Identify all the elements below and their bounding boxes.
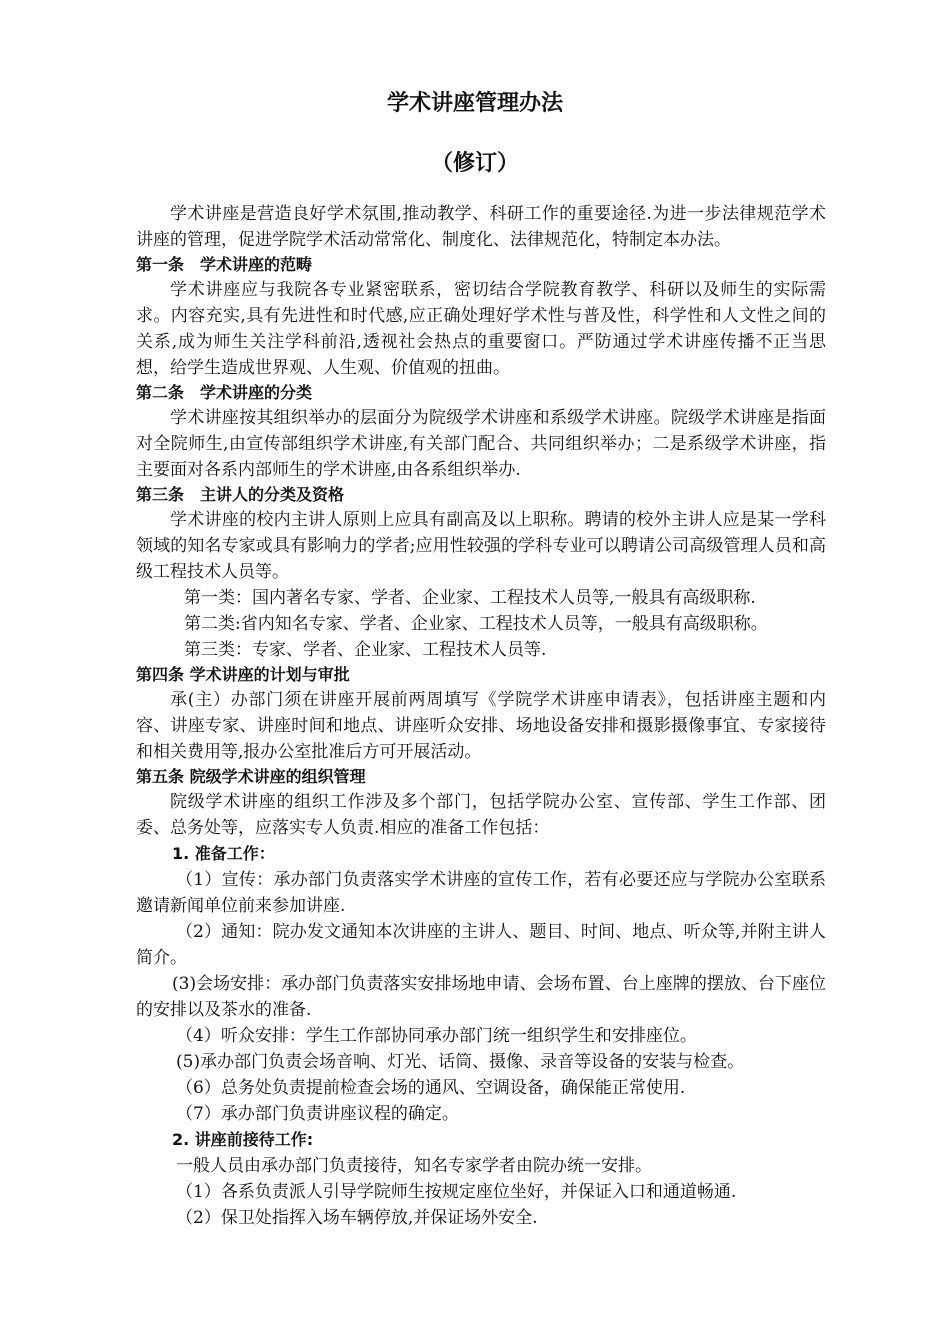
article-3-heading: 第三条 主讲人的分类及资格 — [136, 485, 345, 504]
article-1-heading: 第一条 学术讲座的范畴 — [136, 255, 313, 274]
prep-item-4: （4）听众安排：学生工作部协同承办部门统一组织学生和安排座位。 — [176, 1026, 697, 1046]
document-title: 学术讲座管理办法 — [386, 91, 563, 116]
speaker-category-3: 第三类：专家、学者、企业家、工程技术人员等. — [184, 640, 547, 660]
reception-item-2: （2）保卫处指挥入场车辆停放,并保证场外安全. — [176, 1208, 538, 1228]
prep-item-2: （2）通知：院办发文通知本次讲座的主讲人、题目、时间、地点、听众等,并附主讲人简介。 — [136, 922, 826, 968]
article-5-heading: 第五条 院级学术讲座的组织管理 — [136, 767, 366, 786]
reception-text: 一般人员由承办部门负责接待，知名专家学者由院办统一安排。 — [176, 1156, 652, 1176]
reception-item-1: （1）各系负责派人引导学院师生按规定座位坐好，并保证入口和通道畅通. — [176, 1182, 737, 1202]
prep-item-5: (5)承办部门负责会场音响、灯光、话筒、摄像、录音等设备的安装与检查。 — [176, 1052, 745, 1072]
article-4-text: 承(主）办部门须在讲座开展前两周填写《学院学术讲座申请表》，包括讲座主题和内容、讲座专家、讲座时间和地点、讲座听众安排、场地设备安排和摄影摄像事宜、专家接待和相关费用等,报办公室批准后方可开展活动。 — [136, 690, 826, 762]
prep-heading: 1. 准备工作： — [172, 844, 275, 863]
article-5-text: 院级学术讲座的组织工作涉及多个部门，包括学院办公室、宣传部、学生工作部、团委、总务处等，应落实专人负责.相应的准备工作包括： — [136, 792, 826, 838]
prep-item-6: （6）总务处负责提前检查会场的通风、空调设备，确保能正常使用. — [176, 1078, 686, 1098]
document-subtitle: （修订） — [430, 151, 519, 176]
article-2-heading: 第二条 学术讲座的分类 — [136, 383, 313, 402]
prep-item-3: (3)会场安排：承办部门负责落实安排场地申请、会场布置、台上座牌的摆放、台下座位的安排以及茶水的准备. — [136, 974, 826, 1020]
article-3-text: 学术讲座的校内主讲人原则上应具有副高及以上职称。聘请的校外主讲人应是某一学科领域的知名专家或具有影响力的学者;应用性较强的学科专业可以聘请公司高级管理人员和高级工程技术人员等。 — [136, 510, 826, 582]
document-body — [136, 201, 826, 1231]
speaker-category-2: 第二类:省内知名专家、学者、企业家、工程技术人员等，一般具有高级职称。 — [184, 614, 768, 634]
article-1-text: 学术讲座应与我院各专业紧密联系，密切结合学院教育教学、科研以及师生的实际需求。内容充实,具有先进性和时代感,应正确处理好学术性与普及性，科学性和人文性之间的关系,成为师生关注学科前沿,透视社会热点的重要窗口。严防通过学术讲座传播不正当思想，给学生造成世界观、人生观、价值观的扭曲。 — [136, 280, 826, 378]
reception-heading: 2. 讲座前接待工作: — [172, 1130, 314, 1149]
intro-paragraph: 学术讲座是营造良好学术氛围,推动教学、科研工作的重要途径.为进一步法律规范学术讲座的管理，促进学院学术活动常常化、制度化、法律规范化，特制定本办法。 — [136, 204, 826, 250]
prep-item-7: （7）承办部门负责讲座议程的确定。 — [176, 1104, 459, 1124]
speaker-category-1: 第一类：国内著名专家、学者、企业家、工程技术人员等,一般具有高级职称. — [184, 588, 756, 608]
article-2-text: 学术讲座按其组织举办的层面分为院级学术讲座和系级学术讲座。院级学术讲座是指面对全院师生,由宣传部组织学术讲座,有关部门配合、共同组织举办；二是系级学术讲座，指主要面对各系内部师生的学术讲座,由各系组织举办. — [136, 408, 826, 480]
article-4-heading: 第四条 学术讲座的计划与审批 — [136, 665, 350, 684]
prep-item-1: （1）宣传：承办部门负责落实学术讲座的宣传工作，若有必要还应与学院办公室联系邀请新闻单位前来参加讲座. — [136, 870, 826, 916]
